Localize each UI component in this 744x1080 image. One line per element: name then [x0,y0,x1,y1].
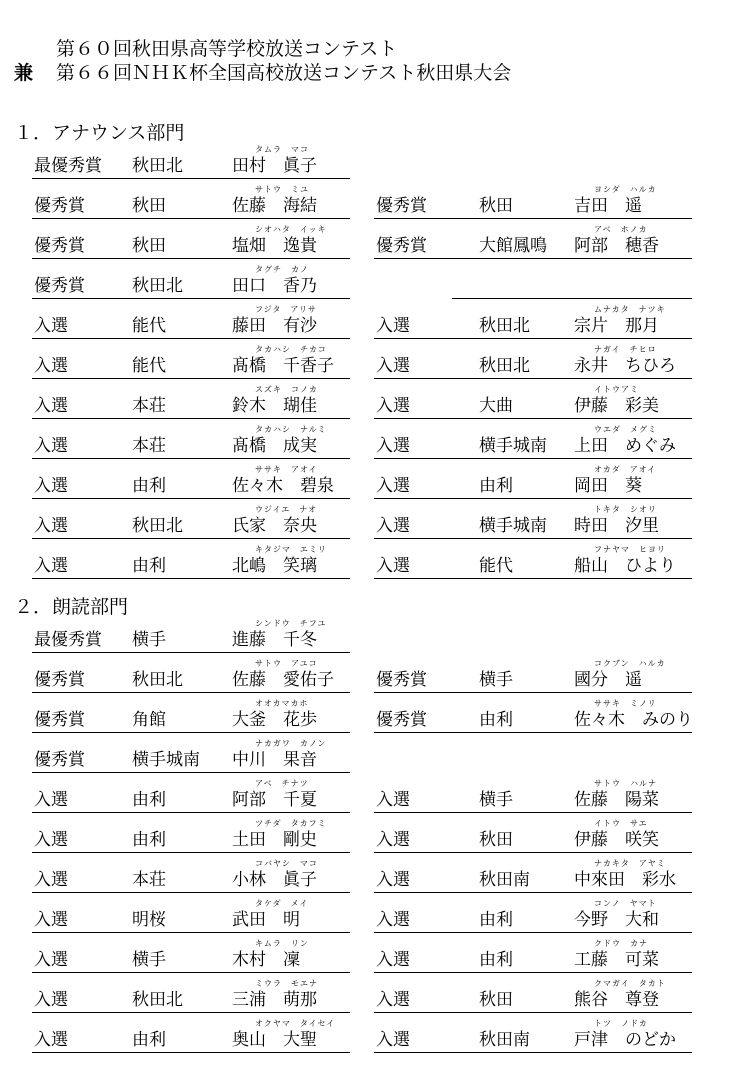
ruby-furigana: ムナカタ ナツキ [594,305,666,314]
award: 入選 [34,990,68,1010]
award: 入選 [376,316,410,336]
award: 入選 [34,476,68,496]
ruby-furigana: クマガイ タカト [594,979,666,988]
ruby-furigana: ツチダ タカフミ [255,819,327,828]
award: 入選 [34,316,68,336]
name: 岡田 葵 [574,476,642,496]
school: 秋田北 [132,990,183,1010]
title-line-2-text: 第６６回ＮＨＫ杯全国高校放送コンテスト秋田県大会 [56,62,512,84]
award: 入選 [34,910,68,930]
award: 入選 [376,1030,410,1050]
school: 由利 [479,910,513,930]
award: 入選 [34,950,68,970]
award: 入選 [34,870,68,890]
school: 秋田 [132,236,166,256]
right-entry [374,462,692,499]
left-entry [32,382,350,419]
name: 阿部 穂香 [574,236,659,256]
ruby-furigana: アベ チナツ [255,779,309,788]
award: 入選 [376,516,410,536]
school: 能代 [479,556,513,576]
school: 秋田北 [132,156,183,176]
name: 宗片 那月 [574,316,659,336]
award: 入選 [34,436,68,456]
right-entry [374,896,692,933]
award: 優秀賞 [34,196,85,216]
school: 横手城南 [479,516,547,536]
school: 横手城南 [479,436,547,456]
ruby-furigana: ササキ アオイ [255,465,318,474]
title-line-1: 第６０回秋田県高等学校放送コンテスト [56,38,398,60]
name: 小林 眞子 [232,870,317,890]
school: 由利 [132,1030,166,1050]
ruby-furigana: シンドウ チフユ [255,619,327,628]
name: 佐藤 陽菜 [574,790,659,810]
name: 武田 明 [232,910,300,930]
left-entry [32,776,350,813]
name: 時田 汐里 [574,516,659,536]
right-entry [374,382,692,419]
ruby-furigana: ウエダ メグミ [594,425,657,434]
award: 入選 [34,1030,68,1050]
award: 入選 [34,516,68,536]
left-entry [32,976,350,1013]
left-entry [32,262,350,299]
right-entry [374,502,692,539]
school: 由利 [479,950,513,970]
ruby-furigana: フナヤマ ヒヨリ [594,545,666,554]
name: 氏家 奈央 [232,516,317,536]
right-entry [374,936,692,973]
ruby-furigana: コンノ ヤマト [594,899,657,908]
right-entry [374,696,692,733]
section-heading: ２．朗読部門 [14,596,129,618]
award: 入選 [376,870,410,890]
left-entry [32,502,350,539]
name: 伊藤 彩美 [574,396,659,416]
left-entry [32,142,350,179]
ruby-furigana: アベ ホノカ [594,225,648,234]
ruby-furigana: サトウ ハルナ [594,779,657,788]
ruby-furigana: キムラ リン [255,939,309,948]
ruby-furigana: シオハタ イッキ [255,225,327,234]
school: 本荘 [132,436,166,456]
right-entry [374,222,692,259]
right-entry [374,182,692,219]
name: 髙橋 成実 [232,436,317,456]
school: 秋田北 [132,276,183,296]
school: 秋田北 [479,356,530,376]
name: 永井 ちひろ [574,356,676,376]
name: 船山 ひより [574,556,676,576]
ruby-furigana: ヨシダ ハルカ [594,185,657,194]
right-entry [374,1016,692,1053]
ruby-furigana: タケダ メイ [255,899,309,908]
school: 本荘 [132,870,166,890]
ruby-furigana: フジタ アリサ [255,305,317,314]
ruby-furigana: ウジイエ ナオ [255,505,318,514]
left-entry [32,856,350,893]
name: 工藤 可菜 [574,950,659,970]
award: 入選 [376,950,410,970]
award: 入選 [376,556,410,576]
award: 入選 [376,476,410,496]
name: 奥山 大聖 [232,1030,317,1050]
left-entry [32,462,350,499]
right-entry [374,656,692,693]
name: 戸津 のどか [574,1030,676,1050]
name: 進藤 千冬 [232,630,317,650]
left-entry [32,342,350,379]
ruby-furigana: ササキ ミノリ [594,699,657,708]
award: 入選 [34,356,68,376]
award: 優秀賞 [34,236,85,256]
school: 秋田北 [479,316,530,336]
ruby-furigana: コバヤシ マコ [255,859,318,868]
ruby-furigana: タムラ マコ [255,145,309,154]
award: 入選 [376,436,410,456]
ruby-furigana: ナガイ チヒロ [594,345,657,354]
school: 横手 [479,670,513,690]
name: 國分 遥 [574,670,642,690]
school: 横手城南 [132,750,200,770]
left-entry [32,1016,350,1053]
name: 上田 めぐみ [574,436,676,456]
school: 能代 [132,316,166,336]
empty-right-line [452,262,692,299]
left-entry [32,302,350,339]
school: 秋田北 [132,670,183,690]
school: 大館鳳鳴 [479,236,547,256]
award: 入選 [34,396,68,416]
name: 中川 果音 [232,750,317,770]
left-entry [32,936,350,973]
ruby-furigana: ナカガワ カノン [255,739,327,748]
school: 秋田北 [132,516,183,536]
school: 秋田南 [479,870,530,890]
award: 入選 [376,790,410,810]
name: 田村 眞子 [232,156,317,176]
ruby-furigana: オクヤマ タイセイ [255,1019,336,1028]
name: 塩畑 逸貴 [232,236,317,256]
school: 能代 [132,356,166,376]
name: 吉田 遥 [574,196,642,216]
name: 熊谷 尊登 [574,990,659,1010]
ruby-furigana: トキタ シオリ [594,505,657,514]
ruby-furigana: イトウアミ [594,385,639,394]
ruby-furigana: タカハシ ナルミ [255,425,327,434]
award: 入選 [34,790,68,810]
name: 大釜 花歩 [232,710,317,730]
ruby-furigana: サトウ ミユ [255,185,309,194]
school: 大曲 [479,396,513,416]
left-entry [32,422,350,459]
school: 秋田 [479,990,513,1010]
left-entry [32,896,350,933]
name: 佐藤 愛佑子 [232,670,334,690]
ruby-furigana: ミウラ モエナ [255,979,318,988]
school: 横手 [132,630,166,650]
right-entry [374,342,692,379]
school: 秋田南 [479,1030,530,1050]
award: 優秀賞 [34,276,85,296]
left-entry [32,696,350,733]
award: 優秀賞 [34,670,85,690]
name: 北嶋 笑璃 [232,556,317,576]
title-prefix: 兼 [14,62,34,84]
name: 鈴木 瑚佳 [232,396,317,416]
name: 佐々木 碧泉 [232,476,334,496]
award: 優秀賞 [376,196,427,216]
award: 優秀賞 [34,710,85,730]
title-line-2 [14,58,511,85]
name: 髙橋 千香子 [232,356,334,376]
left-entry [32,616,350,653]
school: 由利 [479,710,513,730]
ruby-furigana: サトウ アユコ [255,659,318,668]
award: 優秀賞 [376,670,427,690]
name: 佐々木 みのり [574,710,693,730]
name: 田口 香乃 [232,276,317,296]
right-entry [374,422,692,459]
school: 由利 [132,830,166,850]
ruby-furigana: コクブン ハルカ [594,659,666,668]
ruby-furigana: オオカマカホ [255,699,309,708]
name: 木村 凜 [232,950,300,970]
name: 伊藤 咲笑 [574,830,659,850]
ruby-furigana: ナカキタ アヤミ [594,859,666,868]
name: 今野 大和 [574,910,659,930]
award: 入選 [376,910,410,930]
ruby-furigana: オカダ アオイ [594,465,657,474]
name: 三浦 萌那 [232,990,317,1010]
award: 入選 [34,556,68,576]
school: 由利 [132,556,166,576]
award: 入選 [376,356,410,376]
name: 藤田 有沙 [232,316,317,336]
name: 阿部 千夏 [232,790,317,810]
right-entry [374,856,692,893]
left-entry [32,656,350,693]
left-entry [32,816,350,853]
school: 秋田 [479,196,513,216]
right-entry [374,776,692,813]
name: 中來田 彩水 [574,870,676,890]
award: 最優秀賞 [34,630,102,650]
school: 横手 [132,950,166,970]
school: 由利 [132,476,166,496]
award: 入選 [376,990,410,1010]
right-entry [374,542,692,579]
award: 入選 [34,830,68,850]
right-entry [374,816,692,853]
left-entry [32,736,350,773]
left-entry [32,222,350,259]
school: 本荘 [132,396,166,416]
school: 明桜 [132,910,166,930]
ruby-furigana: クドウ カナ [594,939,648,948]
school: 由利 [132,790,166,810]
award: 入選 [376,396,410,416]
award: 優秀賞 [376,236,427,256]
award: 最優秀賞 [34,156,102,176]
right-entry [374,302,692,339]
award: 優秀賞 [376,710,427,730]
left-entry [32,182,350,219]
ruby-furigana: イトウ サエ [594,819,648,828]
right-entry [374,976,692,1013]
school: 由利 [479,476,513,496]
school: 横手 [479,790,513,810]
left-entry [32,542,350,579]
section-heading: １．アナウンス部門 [14,122,185,144]
name: 佐藤 海結 [232,196,317,216]
award: 優秀賞 [34,750,85,770]
ruby-furigana: スズキ コノカ [255,385,318,394]
ruby-furigana: タグチ カノ [255,265,309,274]
ruby-furigana: トツ ノドカ [594,1019,648,1028]
school: 秋田 [132,196,166,216]
school: 角館 [132,710,166,730]
school: 秋田 [479,830,513,850]
ruby-furigana: キタジマ エミリ [255,545,327,554]
award: 入選 [376,830,410,850]
name: 土田 剛史 [232,830,317,850]
ruby-furigana: タカハシ チカコ [255,345,327,354]
